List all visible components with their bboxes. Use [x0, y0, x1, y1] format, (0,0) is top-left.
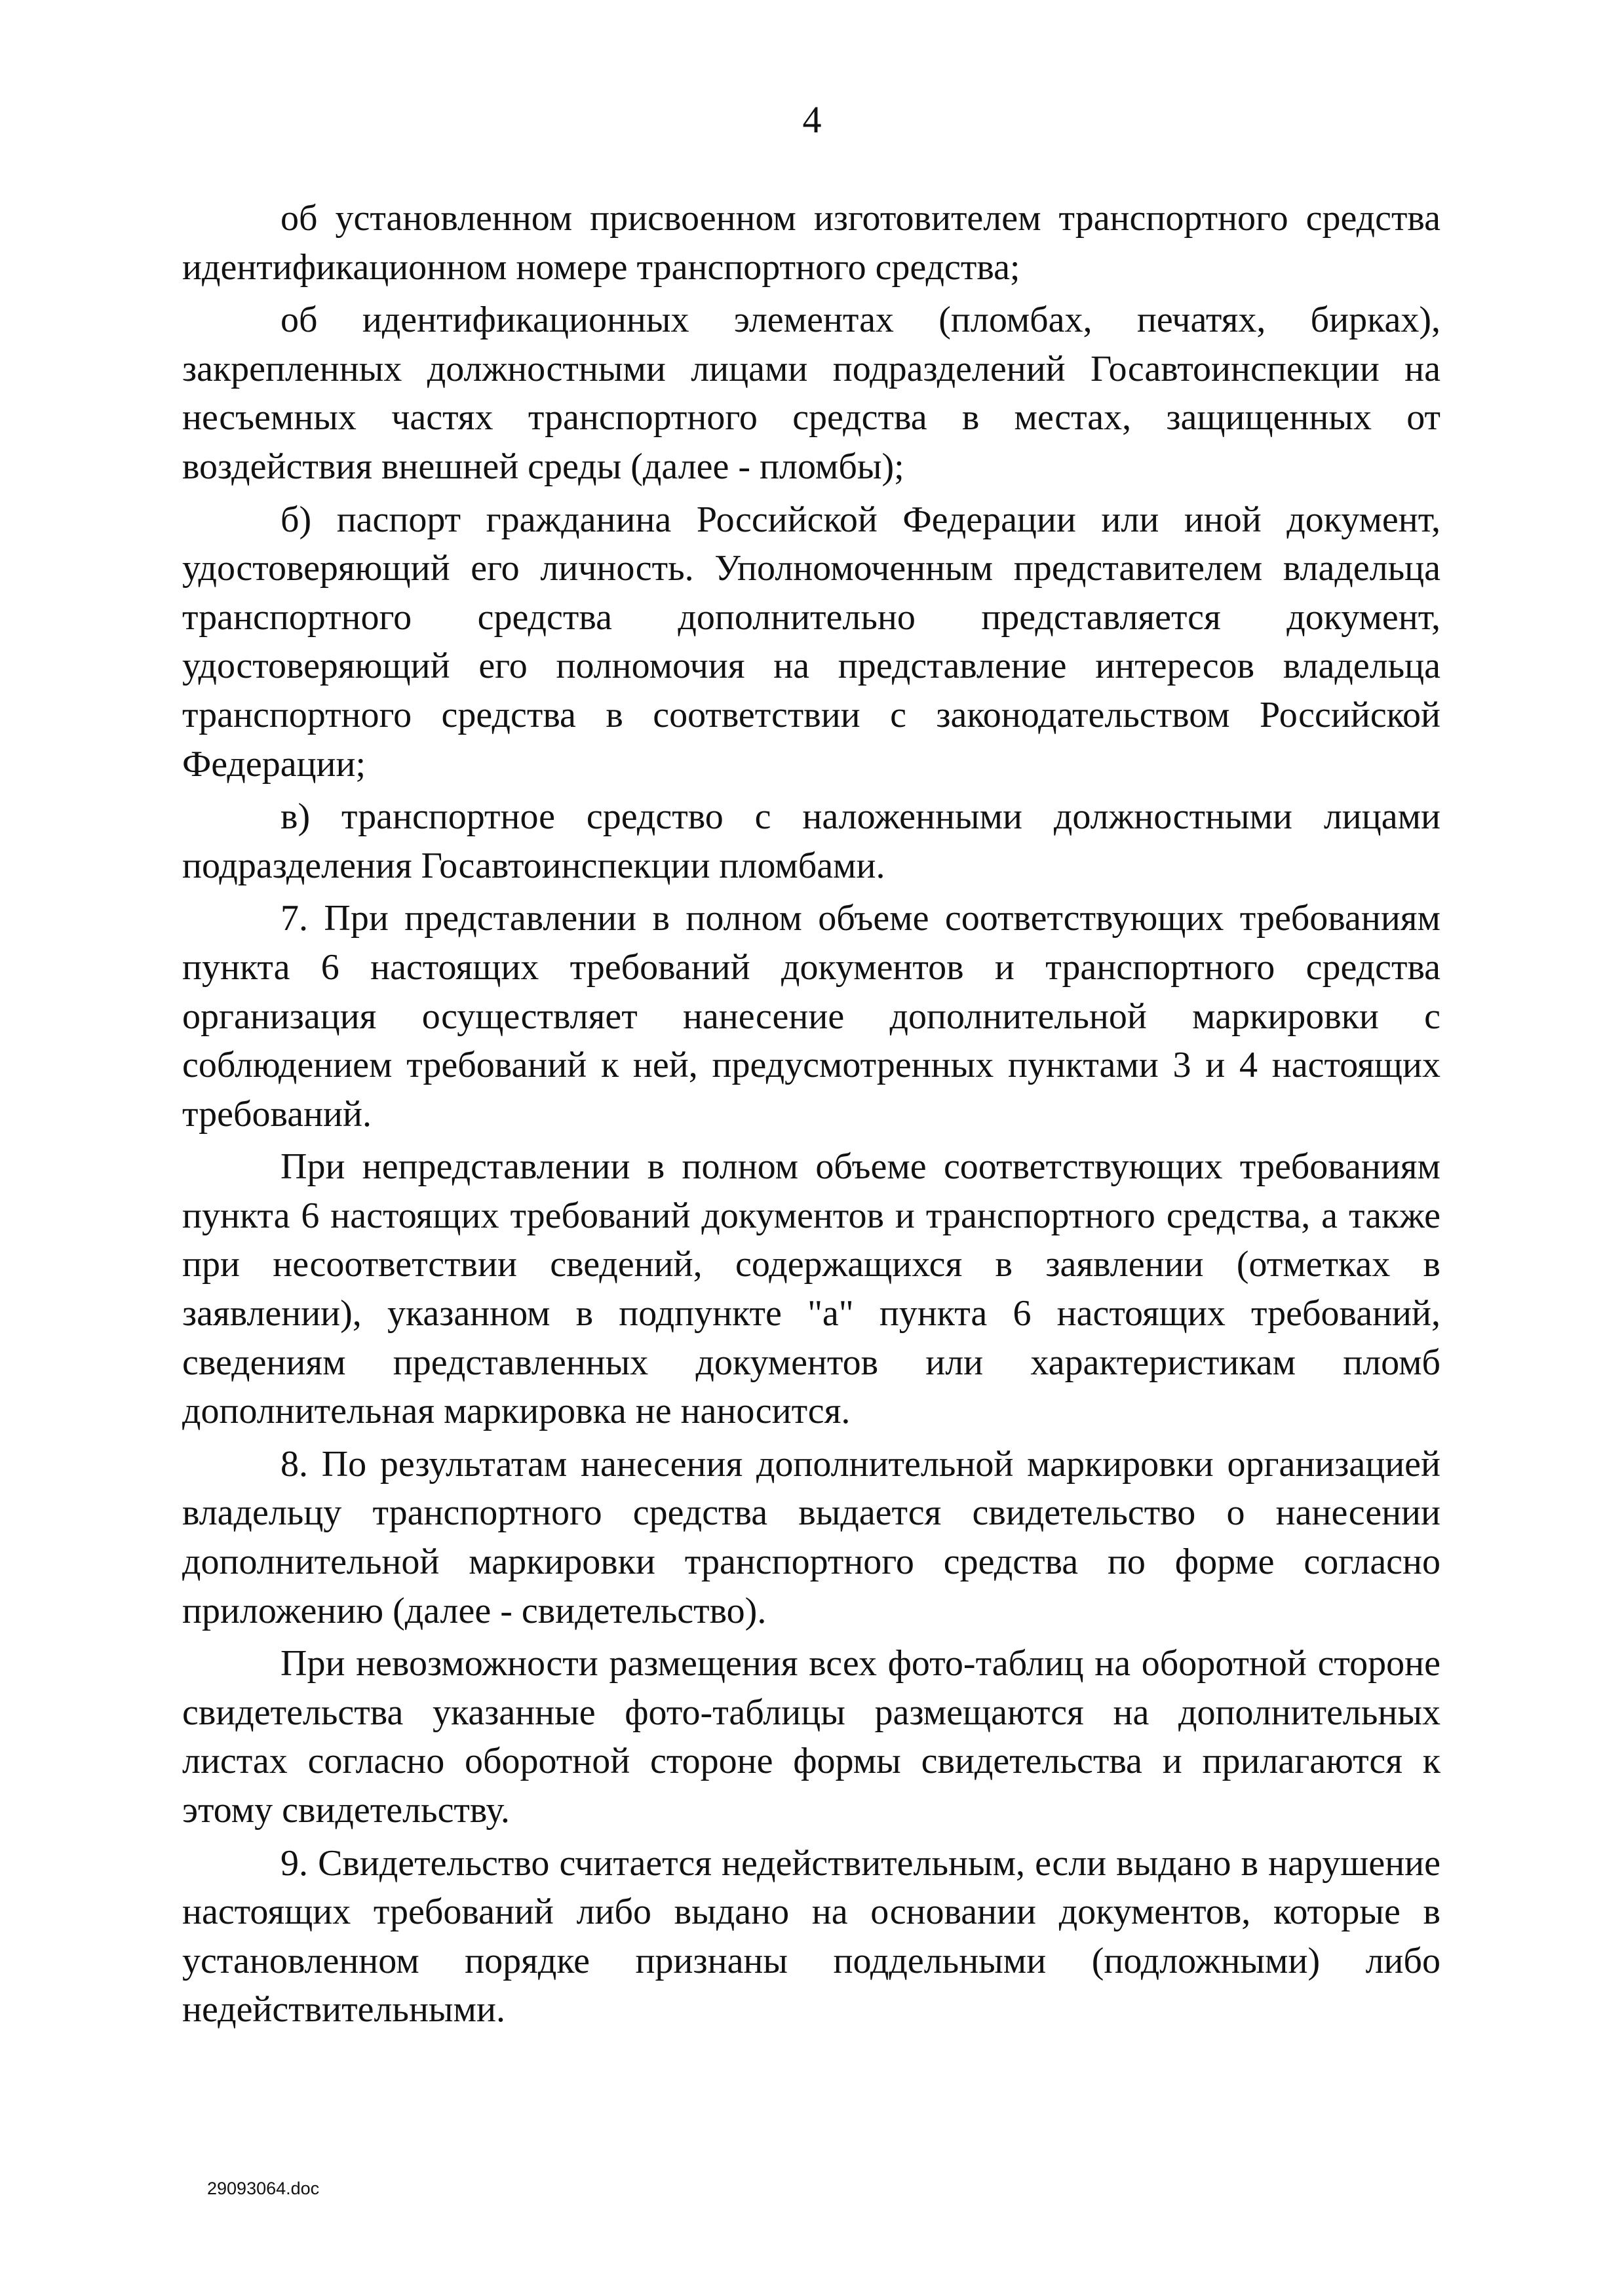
paragraph-item-8: 8. По результатам нанесения дополнительной маркировки организацией владельцу транспортного средства выдается свидетельство о нанесении дополнительной маркировки транспортного средства по форме согласно приложению (далее - свидетельство). — [182, 1443, 1440, 1631]
paragraph-vehicle-with-seals: в) транспортное средство с наложенными должностными лицами подразделения Госавтоинспекции пломбами. — [182, 796, 1440, 886]
paragraph-item-7-refusal: При непредставлении в полном объеме соответствующих требованиям пункта 6 настоящих требований документов и транспортного средства, а также при несоответствии сведений, содержащихся в заявлении (отметках в заявлении), указанном в подпункте "а" пункта 6 настоящих требований, сведениям представленных документов или характеристикам пломб дополнительная маркировка не наносится. — [182, 1146, 1440, 1432]
paragraph-seals-info: об идентификационных элементах (пломбах, печатях, бирках), закрепленных должностными лицами подразделений Госавтоинспекции на несъемных частях транспортного средства в местах, защищенных от воздействия внешней среды (далее - пломбы); — [182, 300, 1440, 487]
document-body — [182, 194, 1440, 2038]
paragraph-item-9: 9. Свидетельство считается недействительным, если выдано в нарушение настоящих требований либо выдано на основании документов, которые в установленном порядке признаны поддельными (подложными) либо недействительными. — [182, 1842, 1440, 2030]
paragraph-item-7: 7. При представлении в полном объеме соответствующих требованиям пункта 6 настоящих требований документов и транспортного средства организация осуществляет нанесение дополнительной маркировки с соблюдением требований к ней, предусмотренных пунктами 3 и 4 настоящих требований. — [182, 898, 1440, 1135]
paragraph-passport: б) паспорт гражданина Российской Федерации или иной документ, удостоверяющий его личность. Уполномоченным представителем владельца транспортного средства дополнительно представляется документ, удостоверяющий его полномочия на представление интересов владельца транспортного средства в соответствии с законодательством Российской Федерации; — [182, 499, 1440, 785]
page-number: 4 — [802, 98, 822, 141]
footer-doc-id: 29093064.doc — [207, 2179, 320, 2198]
paragraph-vin-info: об установленном присвоенном изготовителем транспортного средства идентификационном номере транспортного средства; — [182, 198, 1440, 288]
paragraph-item-8-photo-tables: При невозможности размещения всех фото-таблиц на оборотной стороне свидетельства указанные фото-таблицы размещаются на дополнительных листах согласно оборотной стороне формы свидетельства и прилагаются к этому свидетельству. — [182, 1643, 1440, 1831]
